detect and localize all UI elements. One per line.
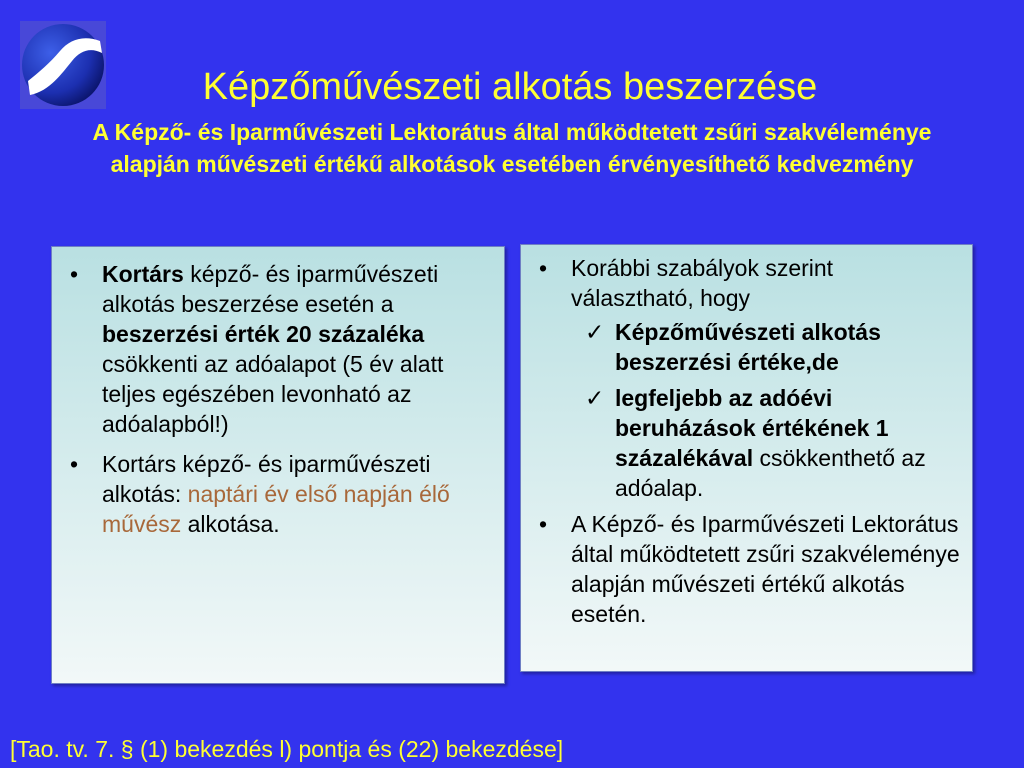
right-bullet-item-1 xyxy=(533,253,962,313)
left-bullet-item-2 xyxy=(64,449,490,539)
right-item1-text: Korábbi szabályok szerint választható, hogy xyxy=(571,255,834,311)
bullet-icon: • xyxy=(70,451,79,477)
checkmark-icon: ✓ xyxy=(585,319,605,345)
left-item1-text: képző- és iparművészeti alkotás beszerzése esetén a xyxy=(102,261,439,317)
footer-legal-reference: [Tao. tv. 7. § (1) bekezdés l) pontja és (22) bekezdése] xyxy=(10,736,564,762)
right-check-item-1 xyxy=(533,317,962,377)
checkmark-icon: ✓ xyxy=(585,385,605,411)
left-item1-bold-value: beszerzési érték 20 százaléka xyxy=(102,321,425,347)
right-content-box xyxy=(520,244,973,672)
slide-title: Képzőművészeti alkotás beszerzése xyxy=(202,66,818,108)
left-content-box xyxy=(51,246,505,684)
right-check2-bold: legfeljebb az adóévi beruházások értékének 1 százalékával xyxy=(615,385,889,471)
left-bullet-list xyxy=(64,259,490,539)
left-item2-text-end: alkotása. xyxy=(181,511,280,537)
right-check1-text: Képzőművészeti alkotás beszerzési értéke,de xyxy=(615,319,881,375)
bullet-icon: • xyxy=(539,255,548,281)
logo-s-icon xyxy=(20,21,106,109)
right-item2-text: A Képző- és Iparművészeti Lektorátus által működtetett zsűri szakvéleménye alapján művészeti értékű alkotás esetén. xyxy=(571,511,960,627)
right-check-item-2 xyxy=(533,383,962,503)
left-item1-bold-kortars: Kortárs xyxy=(102,261,184,287)
left-item2-highlight: naptári év első napján élő művész xyxy=(102,481,450,537)
right-check2-text: csökkenthető az adóalap. xyxy=(615,445,926,501)
left-item1-text-end: csökkenti az adóalapot (5 év alatt teljes egészében levonható az adóalapból!) xyxy=(102,351,444,437)
slide-subtitle: A Képző- és Iparművészeti Lektorátus által működtetett zsűri szakvéleménye alapján művészeti értékű alkotások esetében érvényesíthető kedvezmény xyxy=(92,119,932,177)
right-bullet-list xyxy=(533,253,962,313)
bullet-icon: • xyxy=(70,261,79,287)
bullet-icon: • xyxy=(539,511,548,537)
right-check-list xyxy=(533,317,962,503)
left-bullet-item-1 xyxy=(64,259,490,439)
right-bullet-item-2 xyxy=(533,509,962,629)
right-bullet-list-2 xyxy=(533,509,962,629)
left-item2-text: Kortárs képző- és iparművészeti alkotás: xyxy=(102,451,431,507)
